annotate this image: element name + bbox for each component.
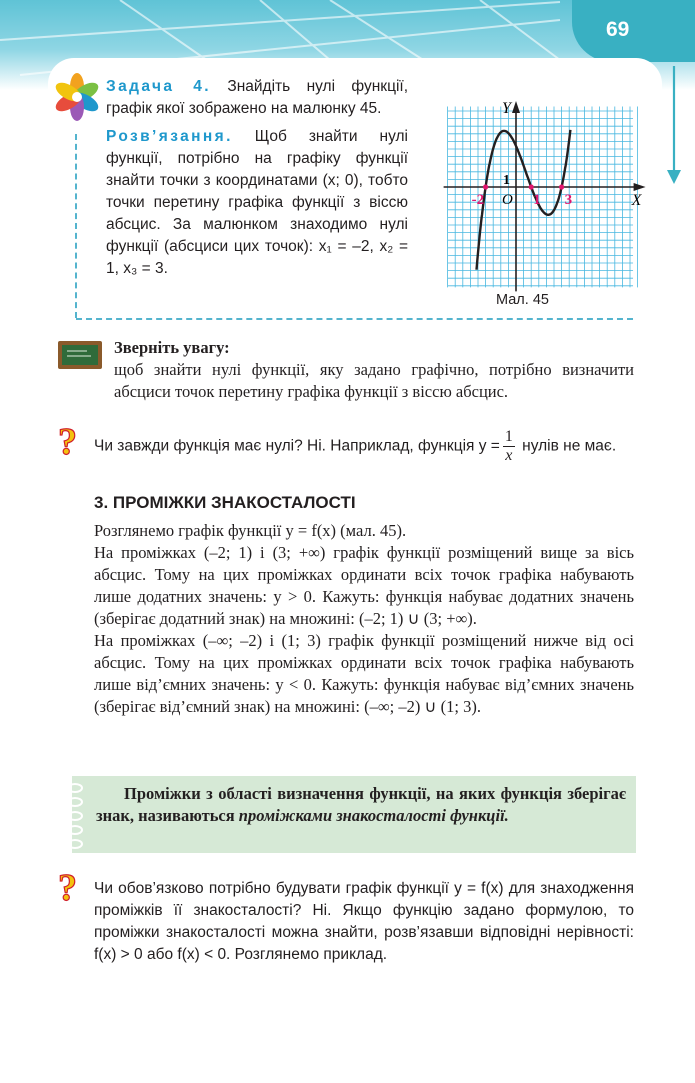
paragraph: На проміжках (–2; 1) і (3; +∞) графік функції розміщений вище за вісь абсцис. Тому на цих проміжках ординати всіх точок графіка набувають лише додатних значень: y > 0. Кажуть: функція набуває додатних значень (зберігає додатний знак) на множині: (–2; 1) ∪ (3; +∞). bbox=[94, 543, 634, 628]
definition-term: проміжками знакосталості функції. bbox=[238, 806, 509, 825]
chalkboard-icon bbox=[57, 337, 105, 373]
page-number: 69 bbox=[606, 18, 630, 41]
task-statement bbox=[106, 76, 408, 120]
definition-body: Проміжки з області визначення функції, на яких функція зберігає знак, називаються bbox=[96, 784, 626, 825]
tick-label-y1: 1 bbox=[503, 172, 510, 188]
fraction-denominator: x bbox=[505, 447, 513, 464]
zero-label: 1 bbox=[533, 192, 541, 208]
zero-label: 3 bbox=[564, 192, 573, 208]
paragraph: Розглянемо графік функції y = f(x) (мал. 45). bbox=[94, 521, 407, 540]
question-2 bbox=[94, 878, 634, 966]
zero-point bbox=[559, 184, 564, 189]
paragraph: На проміжках (–∞; –2) і (1; 3) графік функції розміщений нижче від осі абсцис. Тому на цих проміжках ординати всіх точок графіка набувають лише від’ємних значень: y < 0. Кажуть: функція набуває від’ємних значень (зберігає від’ємний знак) на множині: (–∞; –2) ∪ (1; 3). bbox=[94, 631, 634, 716]
question-1-text-end: нулів не має. bbox=[522, 437, 617, 455]
task-frame-left bbox=[75, 134, 77, 318]
task-solution bbox=[106, 126, 408, 280]
question-mark-icon: ? bbox=[58, 867, 77, 909]
zero-point bbox=[529, 184, 534, 189]
question-2-text: Чи обов’язково потрібно будувати графік функції y = f(x) для знаходження проміжків її знакосталості? Ні. Якщо функцію задано формулою, то проміжки знакосталості можна знайти, розв’язавши відповідні нерівності: f(x) > 0 або f(x) < 0. Розглянемо приклад. bbox=[94, 880, 634, 963]
attention-text: щоб знайти нулі функції, яку задано графічно, потрібно визначити абсциси точок перетину графіка функції з віссю абсцис. bbox=[114, 360, 634, 401]
solution-text: Щоб знайти нулі функції, потрібно на графіку функції знайти точки з координатами (x; 0), тобто точки перетину графіка функції з віссю абсцис. За малюнком знаходимо нулі функції (абсциси цих точок): x₁ = –2, x₂ = 1, x₃ = 3. bbox=[106, 128, 408, 277]
flower-icon bbox=[52, 72, 102, 132]
notebook-spiral-icon bbox=[64, 780, 86, 854]
attention-note bbox=[114, 337, 634, 403]
question-mark-icon: ? bbox=[58, 421, 77, 463]
origin-label: O bbox=[502, 192, 513, 208]
section-body bbox=[94, 520, 634, 718]
figure-caption: Мал. 45 bbox=[496, 292, 549, 308]
task-divider bbox=[76, 318, 633, 320]
question-1-text: Чи завжди функція має нулі? Ні. Наприклад, функція y = bbox=[94, 437, 500, 455]
task-label: Задача 4. bbox=[106, 78, 211, 95]
definition-text bbox=[96, 783, 626, 827]
y-axis-arrow bbox=[512, 101, 520, 113]
page-number-tab bbox=[572, 0, 695, 62]
attention-title: Зверніть увагу: bbox=[114, 338, 230, 357]
axis-x-label: X bbox=[631, 192, 642, 209]
arrow-down-icon bbox=[660, 66, 688, 186]
zero-label: -2 bbox=[471, 192, 485, 208]
function-graph bbox=[420, 78, 642, 290]
fraction-1-over-x bbox=[503, 428, 515, 465]
solution-label: Розв’язання. bbox=[106, 128, 233, 145]
task-text: Знайдіть нулі функції, графік якої зображено на малюнку 45. bbox=[106, 78, 409, 117]
axis-y-label: Y bbox=[502, 100, 511, 117]
task-block bbox=[106, 76, 408, 280]
question-1 bbox=[94, 428, 640, 465]
section-title: 3. ПРОМІЖКИ ЗНАКОСТАЛОСТІ bbox=[94, 493, 356, 512]
zero-point bbox=[483, 184, 488, 189]
fraction-numerator: 1 bbox=[504, 428, 513, 445]
